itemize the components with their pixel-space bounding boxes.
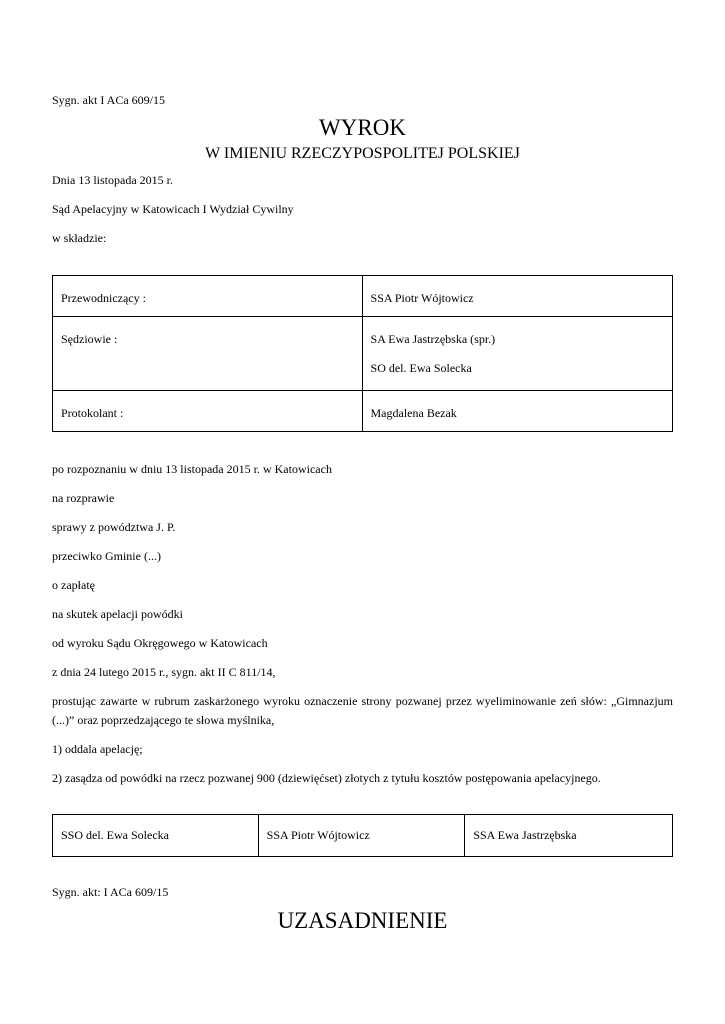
body-line: sprawy z powództwa J. P.: [52, 520, 176, 534]
name-cell: Magdalena Bezak: [362, 391, 672, 432]
case-reference: Sygn. akt I ACa 609/15: [52, 93, 165, 107]
name-cell: SA Ewa Jastrzębska (spr.) SO del. Ewa Solecka: [362, 317, 672, 391]
signature-cell: SSA Ewa Jastrzębska: [465, 815, 673, 857]
body-line: po rozpoznaniu w dniu 13 listopada 2015 r. w Katowicach: [52, 462, 332, 476]
table-row: [53, 317, 673, 391]
table-row: [53, 276, 673, 317]
ruling-point-2: 2) zasądza od powódki na rzecz pozwanej 900 (dziewięćset) złotych z tytułu kosztów postępowania apelacyjnego.: [52, 771, 601, 785]
ruling-point-1: 1) oddala apelację;: [52, 742, 143, 756]
document-title: WYROK: [319, 115, 406, 140]
body-line: na skutek apelacji powódki: [52, 607, 183, 621]
role-cell: Przewodniczący :: [53, 276, 363, 317]
justification-heading: UZASADNIENIE: [277, 908, 448, 933]
body-line: z dnia 24 lutego 2015 r., sygn. akt II C 811/14,: [52, 665, 276, 679]
correction-paragraph: prostując zawarte w rubrum zaskarżonego wyroku oznaczenie strony pozwanej przez wyeliminowanie zeń słów: „Gimnazjum (...)” oraz poprzedzającego te słowa myślnika,: [52, 694, 673, 727]
signature-cell: SSO del. Ewa Solecka: [53, 815, 259, 857]
signature-cell: SSA Piotr Wójtowicz: [258, 815, 465, 857]
body-line: na rozprawie: [52, 491, 115, 505]
signatures-table: [52, 814, 673, 857]
footer-case-reference: Sygn. akt: I ACa 609/15: [52, 885, 169, 899]
composition-label: w składzie:: [52, 231, 107, 245]
role-cell: Protokolant :: [53, 391, 363, 432]
body-line: przeciwko Gminie (...): [52, 549, 161, 563]
judgment-date: Dnia 13 listopada 2015 r.: [52, 173, 173, 187]
body-line: od wyroku Sądu Okręgowego w Katowicach: [52, 636, 268, 650]
table-row: [53, 815, 673, 857]
role-cell: Sędziowie :: [53, 317, 363, 391]
court-name: Sąd Apelacyjny w Katowicach I Wydział Cywilny: [52, 202, 294, 216]
document-subtitle: W IMIENIU RZECZYPOSPOLITEJ POLSKIEJ: [205, 145, 520, 162]
name-cell: SSA Piotr Wójtowicz: [362, 276, 672, 317]
composition-table: [52, 275, 673, 432]
body-line: o zapłatę: [52, 578, 95, 592]
table-row: [53, 391, 673, 432]
